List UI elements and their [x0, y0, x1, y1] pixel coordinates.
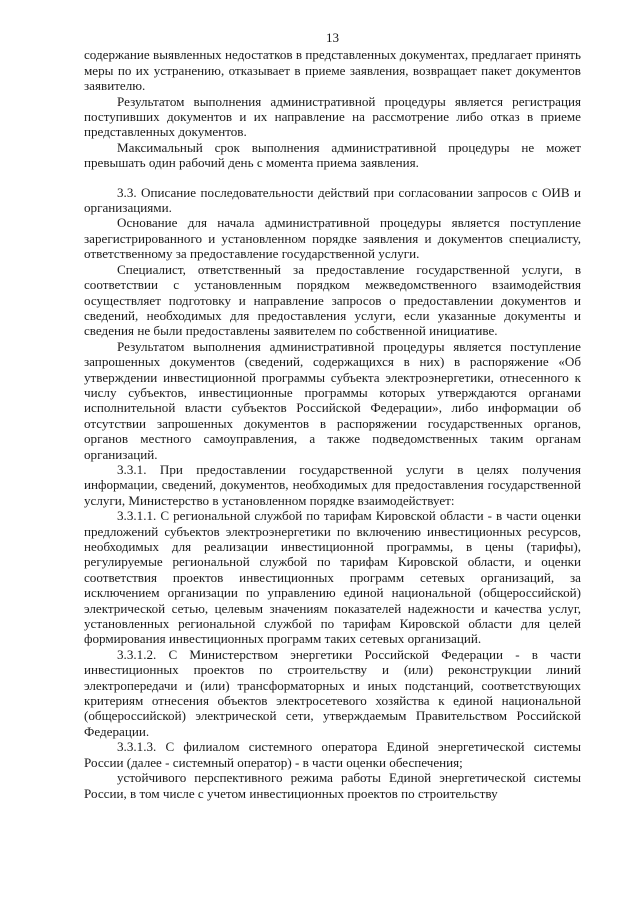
body-text: [84, 47, 581, 801]
paragraph: Основание для начала административной процедуры является поступление зарегистрированного и установленном порядке заявления и документов специалисту, ответственному за предоставление государственной услуги.: [84, 215, 581, 262]
paragraph: 3.3.1.2. С Министерством энергетики Российской Федерации - в части инвестиционных проектов по строительству и (или) реконструкции линий электропередачи и (или) трансформаторных и иных подстанций, соответствующих критериям отнесения объектов электросетевого хозяйства к единой национальной (общероссийской) электрической сети, утверждаемым Правительством Российской Федерации.: [84, 646, 581, 739]
document-page: [84, 30, 581, 801]
paragraph: 3.3.1.3. С филиалом системного оператора Единой энергетической системы России (далее - системный оператор) - в части оценки обеспечения;: [84, 739, 581, 770]
paragraph: 3.3. Описание последовательности действий при согласовании запросов с ОИВ и организациями.: [84, 184, 581, 216]
paragraph: Результатом выполнения административной процедуры является регистрация поступивших документов и их направление на рассмотрение либо отказ в приеме представленных документов.: [84, 93, 581, 140]
paragraph: устойчивого перспективного режима работы Единой энергетической системы России, в том числе с учетом инвестиционных проектов по строительству: [84, 770, 581, 801]
paragraph: Специалист, ответственный за предоставление государственной услуги, в соответствии с установленным порядком межведомственного взаимодействия осуществляет подготовку и направление запросов о предоставлении документов и сведений, необходимых для предоставления услуги, если указанные документы и сведения не были предоставлены заявителем по собственной инициативе.: [84, 261, 581, 339]
paragraph: 3.3.1.1. С региональной службой по тарифам Кировской области - в части оценки предложений субъектов электроэнергетики по включению инвестиционных ресурсов, необходимых для реализации инвестиционной программы, в цены (тарифы), регулируемые региональной службой по тарифам Кировской области, и оценки соответствия проектов инвестиционных программ сетевых организаций, за исключением организации по управлению единой национальной (общероссийской) электрической сетью, целевым значениям показателей надежности и качества услуг, установленных региональной службой по тарифам Кировской области для целей формирования инвестиционных программ таких сетевых организаций.: [84, 508, 581, 647]
paragraph: содержание выявленных недостатков в представленных документах, предлагает принять меры по их устранению, отказывает в приеме заявления, возвращает пакет документов заявителю.: [84, 47, 581, 94]
page-number: 13: [325, 30, 340, 45]
paragraph: Результатом выполнения административной процедуры является поступление запрошенных документов (сведений, содержащихся в них) в распоряжение «Об утверждении инвестиционной программы субъекта электроэнергетики, отнесенного к числу субъектов, инвестиционные программы которых утверждаются органами исполнительной власти субъектов Российской Федерации», либо информации об отсутствии запрошенных документов в распоряжении государственных органов, органов местного самоуправления, а также подведомственных таким органам организаций.: [84, 338, 581, 462]
paragraph: 3.3.1. При предоставлении государственной услуги в целях получения информации, сведений, документов, необходимых для предоставления государственной услуги, Министерство в установленном порядке взаимодействует:: [84, 461, 581, 508]
paragraph: Максимальный срок выполнения административной процедуры не может превышать один рабочий день с момента приема заявления.: [84, 139, 581, 171]
